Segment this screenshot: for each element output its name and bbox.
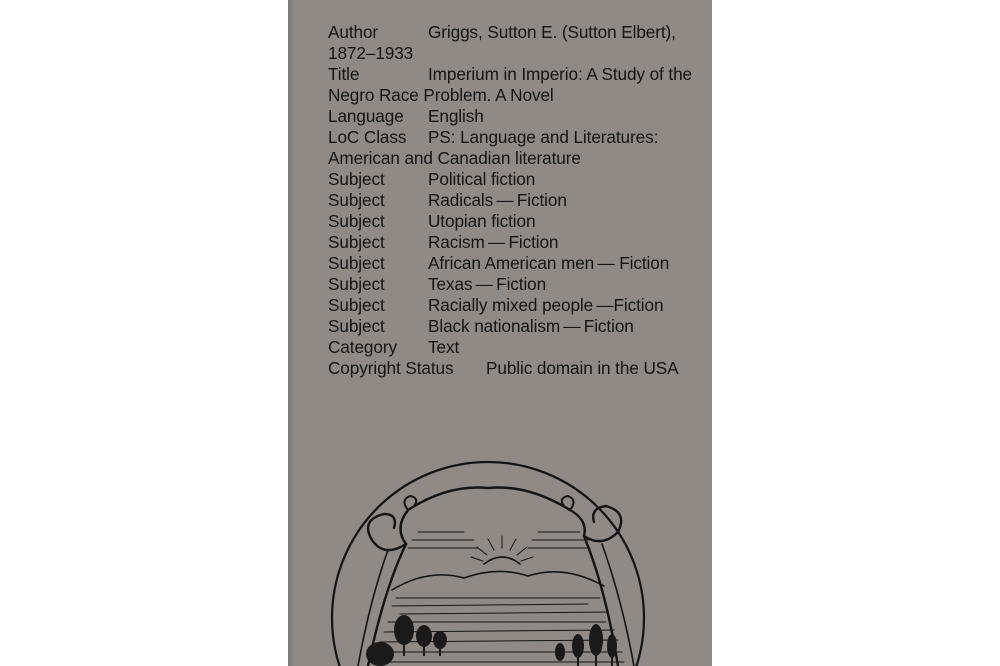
metadata-label: Subject: [328, 295, 385, 315]
seal-engraving-image: [288, 440, 712, 666]
book-cover: [288, 0, 712, 666]
metadata-label: Subject: [328, 274, 385, 294]
metadata-label: Subject: [328, 169, 385, 189]
metadata-value: Political fiction: [428, 169, 536, 189]
metadata-label: LoC Class: [328, 127, 407, 147]
metadata-label: Subject: [328, 190, 385, 210]
metadata-row-loc-class: [328, 127, 698, 169]
metadata-row-language: [328, 106, 698, 127]
cartouche-top-scroll: [408, 487, 570, 510]
metadata-label: Subject: [328, 316, 385, 336]
metadata-row-subject: [328, 190, 698, 211]
metadata-value: Utopian fiction: [428, 211, 536, 231]
metadata-row-subject: [328, 232, 698, 253]
metadata-row-category: [328, 337, 698, 358]
metadata-value: Racially mixed people —Fiction: [428, 295, 664, 315]
metadata-row-subject: [328, 253, 698, 274]
sun-disc: [484, 557, 520, 564]
metadata-value: Racism — Fiction: [428, 232, 559, 252]
metadata-label: Language: [328, 106, 404, 126]
metadata-row-subject: [328, 295, 698, 316]
cartouche-left-volute: [368, 510, 408, 550]
metadata-value: Black nationalism — Fiction: [428, 316, 634, 336]
metadata-value: Text: [428, 337, 460, 357]
metadata-row-subject: [328, 169, 698, 190]
mountain-ridge: [392, 571, 604, 590]
trees: [366, 615, 617, 666]
metadata-row-subject: [328, 211, 698, 232]
metadata-row-title: [328, 64, 698, 106]
metadata-row-subject: [328, 274, 698, 295]
metadata-value: Radicals — Fiction: [428, 190, 567, 210]
metadata-value: African American men — Fiction: [428, 253, 670, 273]
metadata-value: English: [428, 106, 484, 126]
metadata-label: Subject: [328, 232, 385, 252]
metadata-value: Texas — Fiction: [428, 274, 547, 294]
metadata-label: Author: [328, 22, 379, 42]
sky-hatching: [408, 532, 590, 548]
metadata-row-copyright-status: [328, 358, 698, 379]
metadata-label: Category: [328, 337, 397, 357]
metadata-value: Imperium in Imperio: A Study of the Negro Race Problem. A Novel: [328, 64, 692, 105]
metadata-label: Copyright Status: [328, 358, 454, 378]
metadata-label: Subject: [328, 211, 385, 231]
metadata-row-subject: [328, 316, 698, 337]
metadata-block: [328, 22, 698, 379]
metadata-value: Public domain in the USA: [486, 358, 679, 378]
metadata-value: PS: Language and Literatures: American and Canadian literature: [328, 127, 659, 168]
metadata-label: Subject: [328, 253, 385, 273]
metadata-label: Title: [328, 64, 360, 84]
metadata-value: Griggs, Sutton E. (Sutton Elbert), 1872–1933: [328, 22, 676, 63]
metadata-row-author: [328, 22, 698, 64]
